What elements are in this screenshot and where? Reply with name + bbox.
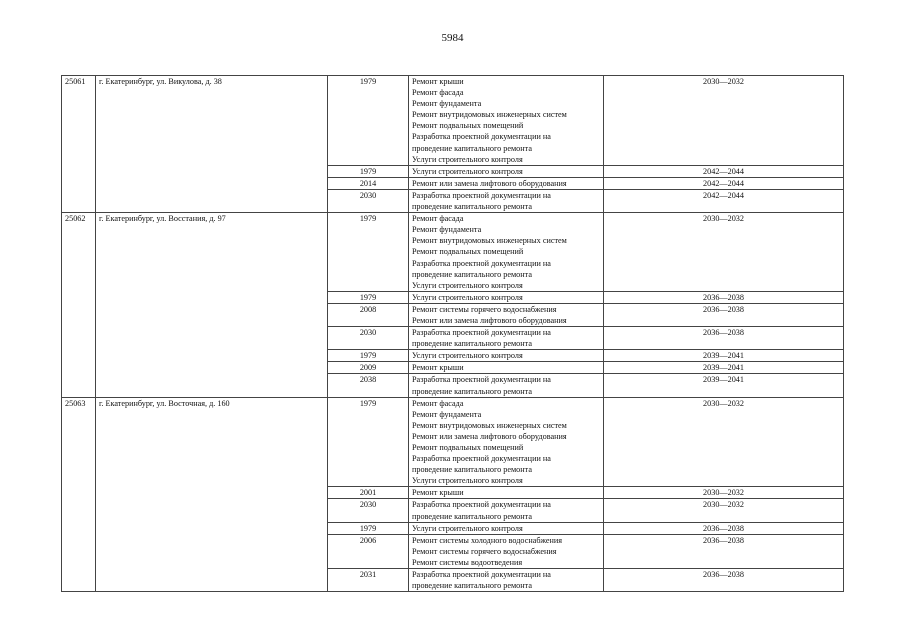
planned-period: 2042—2044 (604, 189, 844, 212)
last-repair-year: 2031 (328, 569, 409, 592)
works-list (409, 350, 604, 362)
last-repair-year: 2030 (328, 189, 409, 212)
works-list (409, 213, 604, 292)
work-item: Разработка проектной документации на (412, 500, 551, 510)
work-item: Ремонт подвальных помещений (412, 443, 524, 452)
last-repair-year: 1979 (328, 76, 409, 166)
last-repair-year: 2030 (328, 499, 409, 522)
work-item: Разработка проектной документации на (412, 258, 551, 268)
work-item: Ремонт или замена лифтового оборудования (412, 431, 567, 441)
work-item: Ремонт подвальных помещений (412, 121, 524, 131)
works-list (409, 397, 604, 487)
work-item: Ремонт внутридомовых инженерных систем (412, 420, 567, 430)
planned-period: 2036—2038 (604, 303, 844, 326)
work-item: Ремонт внутридомовых инженерных систем (412, 236, 567, 246)
repair-schedule-table (61, 75, 844, 592)
building-address: г. Екатеринбург, ул. Викулова, д. 38 (96, 76, 328, 213)
last-repair-year: 1979 (328, 165, 409, 177)
works-list (409, 291, 604, 303)
repair-schedule-body (62, 76, 844, 592)
work-item: Ремонт внутридомовых инженерных систем (412, 110, 567, 120)
last-repair-year: 2008 (328, 303, 409, 326)
building-address: г. Екатеринбург, ул. Восточная, д. 160 (96, 397, 328, 592)
last-repair-year: 2001 (328, 487, 409, 499)
planned-period: 2039—2041 (604, 350, 844, 362)
works-list (409, 76, 604, 166)
planned-period: 2039—2041 (604, 374, 844, 397)
last-repair-year: 1979 (328, 522, 409, 534)
record-number: 25061 (62, 76, 96, 213)
work-item: Услуги строительного контроля (412, 351, 523, 361)
page-number: 5984 (441, 32, 464, 44)
record-number: 25063 (62, 397, 96, 592)
work-item: проведение капитального ремонта (412, 143, 532, 153)
work-item: Разработка проектной документации на (412, 328, 551, 338)
work-item: Ремонт фундамента (412, 99, 482, 109)
work-item: Ремонт или замена лифтового оборудования (412, 315, 567, 325)
planned-period: 2036—2038 (604, 327, 844, 350)
works-list (409, 177, 604, 189)
planned-period: 2030—2032 (604, 213, 844, 292)
work-item: Разработка проектной документации на (412, 375, 551, 385)
work-item: Ремонт системы водоотведения (412, 557, 523, 567)
work-item: Разработка проектной документации на (412, 570, 551, 580)
work-item: Ремонт фасада (412, 398, 464, 408)
work-item: Ремонт фундамента (412, 225, 482, 235)
work-item: Ремонт крыши (412, 488, 464, 498)
work-item: Услуги строительного контроля (412, 292, 523, 302)
planned-period: 2030—2032 (604, 499, 844, 522)
last-repair-year: 2014 (328, 177, 409, 189)
work-item: Ремонт системы холодного водоснабжения (412, 535, 563, 545)
work-item: Ремонт фасада (412, 214, 464, 224)
works-list (409, 522, 604, 534)
work-item: Разработка проектной документации на (412, 190, 551, 200)
works-list (409, 487, 604, 499)
work-item: Услуги строительного контроля (412, 154, 523, 164)
works-list (409, 569, 604, 592)
works-list (409, 303, 604, 326)
work-item: Ремонт или замена лифтового оборудования (412, 178, 567, 188)
work-item: проведение капитального ремонта (412, 581, 532, 591)
work-item: Услуги строительного контроля (412, 166, 523, 176)
works-list (409, 374, 604, 397)
work-item: проведение капитального ремонта (412, 511, 532, 521)
works-list (409, 534, 604, 568)
table-row (62, 76, 844, 166)
planned-period: 2036—2038 (604, 569, 844, 592)
works-list (409, 189, 604, 212)
last-repair-year: 2009 (328, 362, 409, 374)
record-number: 25062 (62, 213, 96, 398)
last-repair-year: 1979 (328, 213, 409, 292)
planned-period: 2039—2041 (604, 362, 844, 374)
last-repair-year: 1979 (328, 350, 409, 362)
works-list (409, 327, 604, 350)
works-list (409, 499, 604, 522)
planned-period: 2036—2038 (604, 534, 844, 568)
work-item: Ремонт системы горячего водоснабжения (412, 546, 557, 556)
work-item: Ремонт фасада (412, 88, 464, 98)
last-repair-year: 2006 (328, 534, 409, 568)
planned-period: 2036—2038 (604, 522, 844, 534)
work-item: Разработка проектной документации на (412, 454, 551, 464)
last-repair-year: 1979 (328, 291, 409, 303)
last-repair-year: 1979 (328, 397, 409, 487)
work-item: Ремонт крыши (412, 363, 464, 373)
work-item: Ремонт подвальных помещений (412, 247, 524, 257)
planned-period: 2030—2032 (604, 397, 844, 487)
work-item: Услуги строительного контроля (412, 523, 523, 533)
last-repair-year: 2030 (328, 327, 409, 350)
work-item: Разработка проектной документации на (412, 132, 551, 142)
table-row (62, 397, 844, 487)
planned-period: 2036—2038 (604, 291, 844, 303)
work-item: проведение капитального ремонта (412, 269, 532, 279)
work-item: проведение капитального ремонта (412, 202, 532, 212)
work-item: Ремонт системы горячего водоснабжения (412, 304, 557, 314)
work-item: проведение капитального ремонта (412, 339, 532, 349)
planned-period: 2042—2044 (604, 177, 844, 189)
work-item: проведение капитального ремонта (412, 465, 532, 475)
planned-period: 2042—2044 (604, 165, 844, 177)
work-item: проведение капитального ремонта (412, 386, 532, 396)
table-row (62, 213, 844, 292)
last-repair-year: 2038 (328, 374, 409, 397)
planned-period: 2030—2032 (604, 76, 844, 166)
work-item: Ремонт крыши (412, 77, 464, 86)
work-item: Услуги строительного контроля (412, 280, 523, 290)
works-list (409, 165, 604, 177)
works-list (409, 362, 604, 374)
work-item: Услуги строительного контроля (412, 476, 523, 486)
building-address: г. Екатеринбург, ул. Восстания, д. 97 (96, 213, 328, 398)
planned-period: 2030—2032 (604, 487, 844, 499)
work-item: Ремонт фундамента (412, 409, 482, 419)
